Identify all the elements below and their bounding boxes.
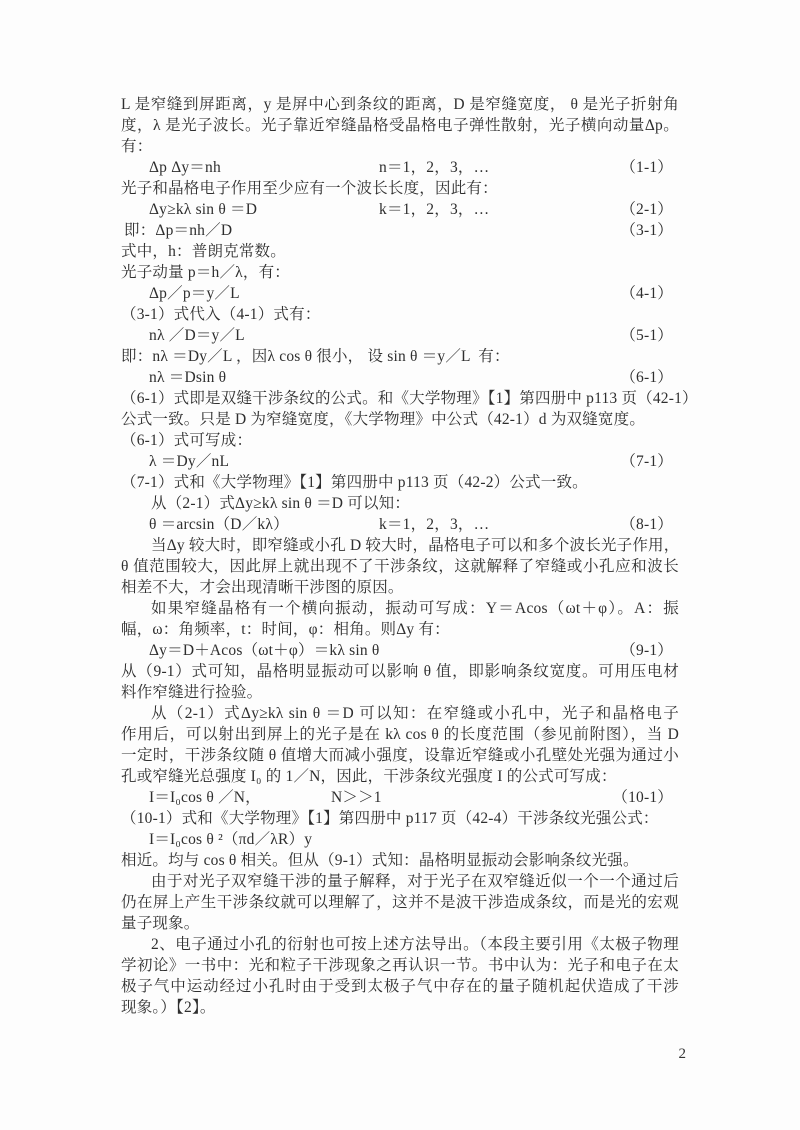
text-line: 从（9-1）式可知，晶格明显振动可以影响 θ 值，即影响条纹宽度。可用压电材 xyxy=(121,663,679,680)
text-line: 从（2-1）式Δy≥kλ sin θ ＝D 可以知：在窄缝或小孔中，光子和晶格电子 xyxy=(151,705,679,722)
equation-number: （2-1） xyxy=(620,201,673,218)
text-line: 有： xyxy=(121,138,153,155)
text-line: 一定时，干涉条纹随 θ 值增大而减小强度，设靠近窄缝或小孔壁处光强为通过小 xyxy=(121,747,679,764)
text-line: 度，λ 是光子波长。光子靠近窄缝晶格受晶格电子弹性散射，光子横向动量Δp。 xyxy=(121,117,679,134)
formula-line xyxy=(121,451,679,472)
text-line: 相近。均与 cos θ 相关。但从（9-1）式知：晶格明显振动会影响条纹光强。 xyxy=(121,852,639,869)
equation-number: （3-1） xyxy=(620,222,673,239)
text-line: 幅，ω：角频率，t：时间，φ：相角。则Δy 有： xyxy=(121,621,450,638)
formula-condition: n＝1，2，3，… xyxy=(379,159,490,176)
equation-number: （5-1） xyxy=(620,327,673,344)
formula-condition: N＞＞1 xyxy=(331,789,382,806)
formula-line xyxy=(121,199,679,220)
formula-expression: Δp／p＝y／L xyxy=(149,285,240,302)
text-line: 作用后，可以射出到屏上的光子是在 kλ cos θ 的长度范围（参见前附图），当 D xyxy=(121,726,679,743)
equation-number: （10-1） xyxy=(612,789,673,806)
text-line: 如果窄缝晶格有一个横向振动，振动可写成：Y＝Acos（ωt＋φ）。A：振 xyxy=(151,600,679,617)
formula-expression: 即：Δp＝nh／D xyxy=(124,222,233,239)
equation-number: （8-1） xyxy=(620,516,673,533)
formula-line xyxy=(121,787,679,808)
equation-number: （4-1） xyxy=(620,285,673,302)
text-line: 极子气中运动经过小孔时由于受到太极子气中存在的量子随机起伏造成了干涉 xyxy=(121,978,679,995)
formula-expression: λ ＝Dy／nL xyxy=(149,453,230,470)
formula-condition: k＝1，2，3，… xyxy=(379,201,490,218)
text-line: θ 值范围较大，因此屏上就出现不了干涉条纹，这就解释了窄缝或小孔应和波长 xyxy=(121,558,679,575)
text-line: 孔或窄缝光总强度 I₀ 的 1／N，因此，干涉条纹光强度 I 的公式可写成： xyxy=(121,768,617,785)
text-line: （6-1）式可写成： xyxy=(121,432,253,449)
text-line: L 是窄缝到屏距离，y 是屏中心到条纹的距离，D 是窄缝宽度， θ 是光子折射角 xyxy=(121,96,679,113)
text-line: 学初论》一书中：光和粒子干涉现象之再认识一节。书中认为：光子和电子在太 xyxy=(121,957,679,974)
formula-expression: nλ ／D＝y／L xyxy=(149,327,245,344)
formula-line xyxy=(121,514,679,535)
text-line: 公式一致。只是 D 为窄缝宽度，《大学物理》中公式（42-1）d 为双缝宽度。 xyxy=(121,411,646,428)
formula-line xyxy=(121,157,679,178)
text-line: 式中，h：普朗克常数。 xyxy=(121,243,286,260)
equation-number: （9-1） xyxy=(620,642,673,659)
formula-expression: I＝I₀cos θ ／N， xyxy=(149,789,261,806)
formula-expression: Δy≥kλ sin θ ＝D xyxy=(149,201,258,218)
text-line: 光子动量 p＝h／λ，有： xyxy=(121,264,290,281)
page-number: 2 xyxy=(678,1046,686,1062)
text-line: 相差不大，才会出现清晰干涉图的原因。 xyxy=(121,579,404,596)
equation-number: （1-1） xyxy=(620,159,673,176)
formula-condition: k＝1，2，3，… xyxy=(379,516,490,533)
formula-expression: θ ＝arcsin（D／kλ） xyxy=(149,516,289,533)
text-line: （3-1）式代入（4-1）式有： xyxy=(121,306,321,323)
formula-expression: Δp Δy＝nh xyxy=(149,159,221,176)
equation-number: （6-1） xyxy=(620,369,673,386)
text-line: （10-1）式和《大学物理》【1】第四册中 p117 页（42-4）干涉条纹光强公式： xyxy=(121,810,659,827)
text-line: 现象。）【2】。 xyxy=(121,999,216,1016)
formula-expression: Δy＝D＋Acos（ωt＋φ）＝kλ sin θ xyxy=(149,642,380,659)
equation-number: （7-1） xyxy=(620,453,673,470)
text-line: 即：nλ ＝Dy／L ，因λ cos θ 很小， 设 sin θ ＝y／L 有： xyxy=(121,348,510,365)
text-line: 仍在屏上产生干涉条纹就可以理解了，这并不是波干涉造成条纹，而是光的宏观 xyxy=(121,894,679,911)
formula-expression: I＝I₀cos θ ²（πd／λR）y xyxy=(149,831,313,848)
text-line: 由于对光子双窄缝干涉的量子解释，对于光子在双窄缝近似一个一个通过后 xyxy=(151,873,679,890)
text-line: 2、电子通过小孔的衍射也可按上述方法导出。（本段主要引用《太极子物理 xyxy=(151,936,679,953)
text-line: 光子和晶格电子作用至少应有一个波长长度，因此有： xyxy=(121,180,498,197)
formula-line xyxy=(121,220,679,241)
text-line: （6-1）式即是双缝干涉条纹的公式。和《大学物理》【1】第四册中 p113 页（42-1） xyxy=(121,390,698,407)
text-line: 料作窄缝进行捡验。 xyxy=(121,684,263,701)
text-line: 从（2-1）式Δy≥kλ sin θ ＝D 可以知： xyxy=(151,495,411,512)
text-line: （7-1）式和《大学物理》【1】第四册中 p113 页（42-2）公式一致。 xyxy=(121,474,588,491)
formula-line xyxy=(121,367,679,388)
formula-line xyxy=(121,283,679,304)
formula-line xyxy=(121,640,679,661)
text-line: 量子现象。 xyxy=(121,915,200,932)
text-line: 当Δy 较大时，即窄缝或小孔 D 较大时，晶格电子可以和多个波长光子作用， xyxy=(151,537,680,554)
formula-line xyxy=(121,325,679,346)
formula-expression: nλ ＝Dsin θ xyxy=(149,369,227,386)
document-body xyxy=(121,94,698,1018)
formula-line xyxy=(121,829,679,850)
